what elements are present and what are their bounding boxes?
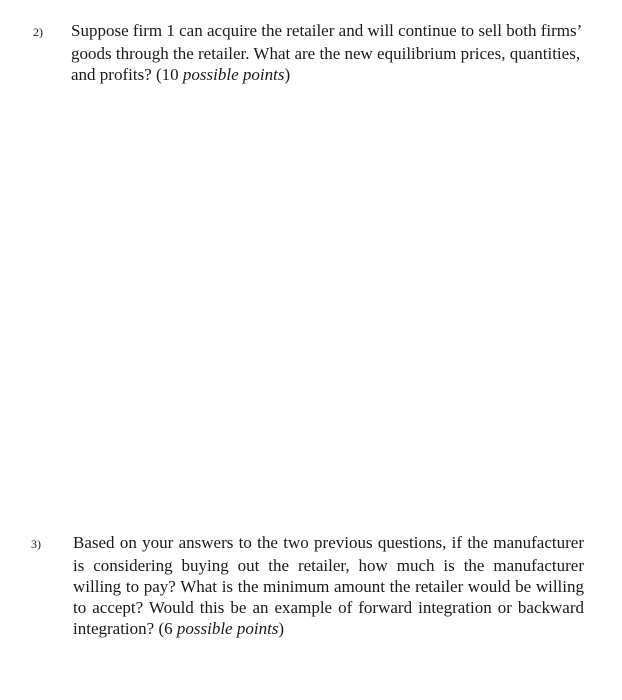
question-3-points-open: (6 <box>158 619 177 638</box>
question-2-points-label: possible points <box>182 65 285 84</box>
question-3-text: Based on your answers to the two previous questions, if the manufacturer is considering buying out the retailer, how much is the manufacturer willing to pay? What is the minimum amount the retailer would be willing to accept? Would this be an example of forward integration or backward integration? <box>73 533 584 638</box>
question-2 <box>33 20 582 85</box>
question-2-points-close: ) <box>284 65 291 84</box>
question-3-points-label: possible points <box>176 619 279 638</box>
question-2-points-open: (10 <box>155 65 183 84</box>
question-3-points-close: ) <box>278 619 285 638</box>
question-3 <box>31 532 584 639</box>
question-2-text: Suppose firm 1 can acquire the retailer and will continue to sell both firms’ goods through the retailer. What are the new equilibrium prices, quantities, and profits? <box>71 21 582 84</box>
question-2-text-block <box>33 20 582 85</box>
question-3-text-block <box>31 532 584 639</box>
question-2-number: 2) <box>33 25 43 39</box>
question-3-number: 3) <box>31 537 41 551</box>
